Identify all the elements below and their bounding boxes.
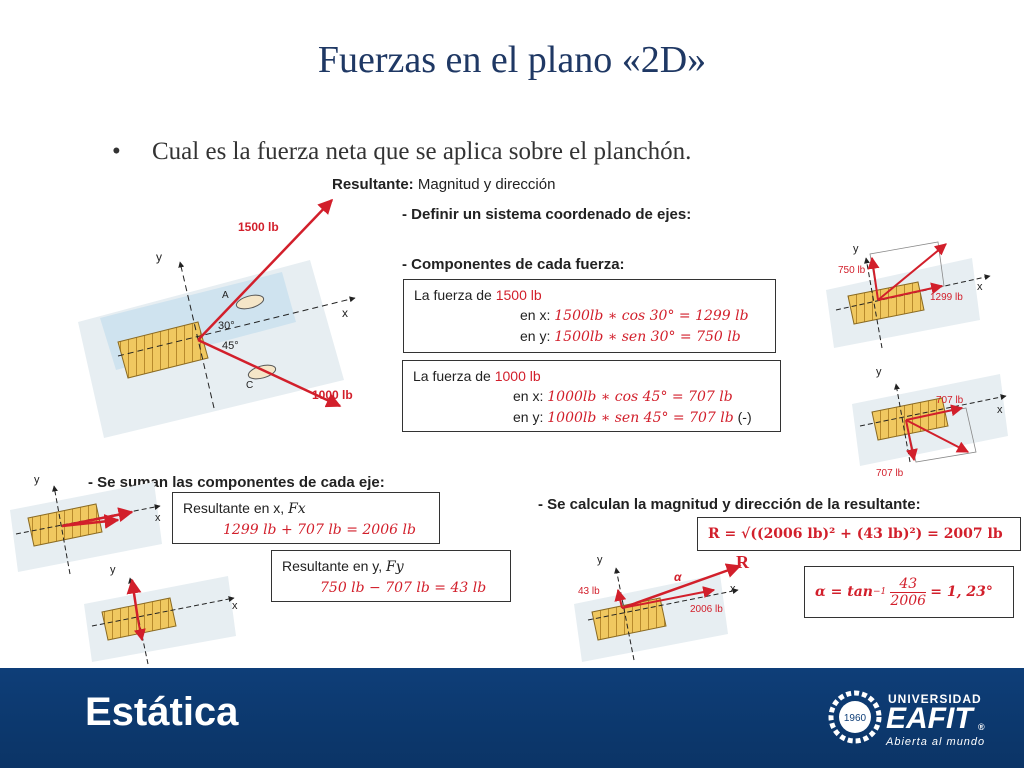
- logo-main: EAFIT: [886, 702, 973, 735]
- small-diagram-2: [852, 374, 1008, 466]
- small1-x-label: x: [977, 281, 983, 293]
- small2-v1: 707 lb: [936, 395, 964, 406]
- force-1500-box: [403, 279, 776, 353]
- force-1000-box: [402, 360, 781, 432]
- small3-y-label: y: [34, 474, 40, 486]
- gear-icon: [828, 690, 882, 744]
- box3-lead: Resultante en x,: [183, 500, 289, 516]
- box4-lead: Resultante en y,: [282, 558, 387, 574]
- step-components: - Componentes de cada fuerza:: [402, 256, 625, 273]
- force-1500-label: 1500 lb: [238, 220, 279, 234]
- force-1000-label: 1000 lb: [312, 388, 353, 402]
- logo-reg: ®: [978, 722, 985, 732]
- direction-box: [804, 566, 1014, 618]
- small-diagram-3: [10, 482, 162, 574]
- box6-math-b: = 1, 23°: [930, 584, 993, 600]
- angle-45-label: 45°: [222, 340, 239, 352]
- box1-x-math: 1500lb ∗ cos 30° = 1299 lb: [554, 308, 749, 324]
- box2-x-prefix: en x:: [513, 388, 548, 404]
- university-seal: [828, 690, 882, 744]
- small1-y-label: y: [853, 243, 859, 255]
- small1-v2: 1299 lb: [930, 292, 963, 303]
- small2-y-label: y: [876, 366, 882, 378]
- sum-y-box: [271, 550, 511, 602]
- small-diagram-4: [84, 576, 236, 664]
- small5-x-label: x: [730, 583, 736, 595]
- box6-sup: −1: [872, 587, 887, 597]
- box6-den: 2006: [890, 592, 927, 609]
- main-diagram: [78, 200, 355, 438]
- small5-alpha: α: [674, 570, 682, 584]
- box1-x-prefix: en x:: [520, 307, 555, 323]
- box6-math-a: α = tan: [815, 584, 873, 600]
- box6-fraction: [890, 576, 926, 609]
- logo-top: UNIVERSIDAD: [888, 692, 982, 706]
- box2-value: 1000 lb: [494, 368, 541, 384]
- small3-x-label: x: [155, 512, 161, 524]
- small2-v2: 707 lb: [876, 468, 904, 479]
- box2-y-math: 1000lb ∗ sen 45° = 707 lb: [547, 410, 734, 426]
- box1-lead: La fuerza de: [414, 287, 496, 303]
- small5-v2: 2006 lb: [690, 604, 723, 615]
- box1-y-prefix: en y:: [520, 328, 555, 344]
- box2-x-math: 1000lb ∗ cos 45° = 707 lb: [547, 389, 733, 405]
- bullet-text: Cual es la fuerza neta que se aplica sobre el planchón.: [152, 138, 692, 165]
- small1-v1: 750 lb: [838, 265, 866, 276]
- svg-text:1960: 1960: [843, 713, 867, 724]
- boat-c-label: C: [246, 380, 254, 391]
- small4-x-label: x: [232, 600, 238, 612]
- box2-y-suffix: (-): [733, 409, 752, 425]
- boat-a-label: A: [222, 290, 229, 301]
- step-magnitude: - Se calculan la magnitud y dirección de la resultante:: [538, 496, 921, 513]
- angle-30-label: 30°: [218, 320, 235, 332]
- small4-y-label: y: [110, 564, 116, 576]
- box5-math: R = √((2006 lb)² + (43 lb)²) = 2007 lb: [708, 526, 1003, 542]
- footer-title: Estática: [85, 690, 239, 734]
- box3-math: 1299 lb + 707 lb = 2006 lb: [223, 522, 416, 538]
- step-define-axes: - Definir un sistema coordenado de ejes:: [402, 206, 692, 223]
- x-axis-label: x: [342, 306, 348, 320]
- sum-x-box: [172, 492, 440, 544]
- small5-y-label: y: [597, 554, 603, 566]
- box1-y-math: 1500lb ∗ sen 30° = 750 lb: [554, 329, 741, 345]
- box2-y-prefix: en y:: [513, 409, 548, 425]
- box4-math: 750 lb − 707 lb = 43 lb: [320, 580, 487, 596]
- small5-v1: 43 lb: [578, 586, 600, 597]
- resultante-text: Magnitud y dirección: [417, 176, 556, 193]
- box4-symbol: Fy: [386, 559, 404, 575]
- small2-x-label: x: [997, 404, 1003, 416]
- logo-sub: Abierta al mundo: [886, 736, 986, 748]
- step-sum: - Se suman las componentes de cada eje:: [88, 474, 385, 491]
- bullet-icon: •: [112, 138, 121, 165]
- small-diagram-1: [826, 242, 990, 348]
- magnitude-box: [697, 517, 1021, 551]
- y-axis-label: y: [156, 250, 162, 264]
- small5-r: R: [736, 552, 749, 572]
- box3-symbol: Fx: [288, 501, 306, 517]
- box2-lead: La fuerza de: [413, 368, 495, 384]
- box1-value: 1500 lb: [495, 287, 542, 303]
- box6-num: 43: [899, 575, 918, 592]
- page-title: Fuerzas en el plano «2D»: [317, 39, 707, 81]
- resultante-label: Resultante:: [332, 176, 414, 193]
